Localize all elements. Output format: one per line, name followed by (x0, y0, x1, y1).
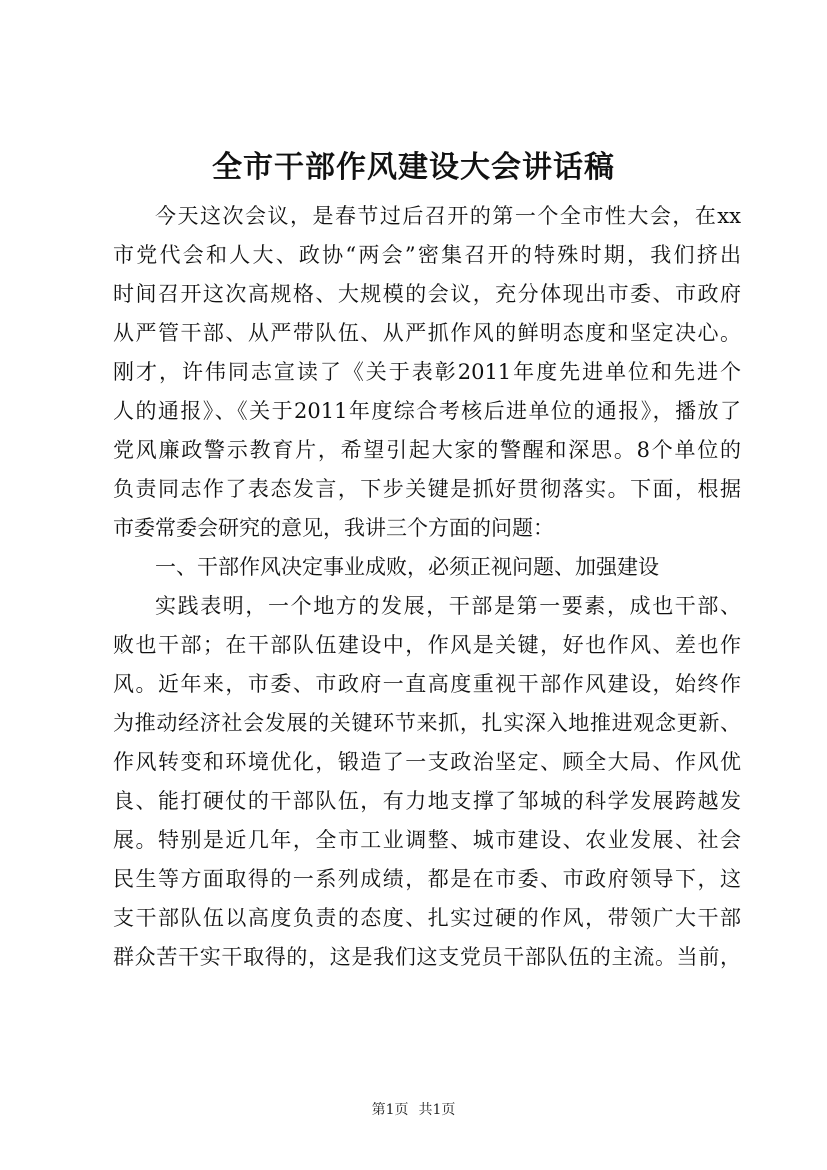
body-line: 从严管干部、从严带队伍、从严抓作风的鲜明态度和坚定决心。 (113, 321, 741, 345)
page-total: 共1页 (418, 1102, 456, 1118)
document-title: 全市干部作风建设大会讲话稿 (212, 150, 615, 185)
body-line: 群众苦干实干取得的，这是我们这支党员干部队伍的主流。当前， (113, 945, 741, 969)
section-heading: 一、干部作风决定事业成败，必须正视问题、加强建设 (155, 555, 659, 579)
body-line: 风。近年来，市委、市政府一直高度重视干部作风建设，始终作 (113, 672, 741, 696)
body-line: 时间召开这次高规格、大规模的会议，充分体现出市委、市政府 (113, 282, 741, 306)
body-line: 民生等方面取得的一系列成绩，都是在市委、市政府领导下，这 (113, 867, 741, 891)
body-line: 展。特别是近几年，全市工业调整、城市建设、农业发展、社会 (113, 828, 741, 852)
body-line: 良、能打硬仗的干部队伍，有力地支撑了邹城的科学发展跨越发 (113, 789, 741, 813)
body-line: 今天这次会议，是春节过后召开的第一个全市性大会，在xx (155, 204, 741, 228)
body-line: 负责同志作了表态发言，下步关键是抓好贯彻落实。下面，根据 (113, 477, 741, 501)
body-line: 市委常委会研究的意见，我讲三个方面的问题： (113, 516, 554, 540)
document-body (113, 197, 741, 977)
body-line: 党风廉政警示教育片，希望引起大家的警醒和深思。8个单位的 (113, 438, 741, 462)
body-line: 为推动经济社会发展的关键环节来抓，扎实深入地推进观念更新、 (113, 711, 741, 735)
body-line: 支干部队伍以高度负责的态度、扎实过硬的作风，带领广大干部 (113, 906, 741, 930)
page-number: 第1页 (371, 1102, 409, 1118)
body-line: 作风转变和环境优化，锻造了一支政治坚定、顾全大局、作风优 (113, 750, 741, 774)
page-footer (0, 1100, 827, 1120)
body-line: 败也干部；在干部队伍建设中，作风是关键，好也作风、差也作 (113, 633, 741, 657)
body-line: 人的通报》、《关于2011年度综合考核后进单位的通报》，播放了 (113, 399, 741, 423)
body-line: 市党代会和人大、政协“两会”密集召开的特殊时期，我们挤出 (113, 243, 741, 267)
body-line: 刚才，许伟同志宣读了《关于表彰2011年度先进单位和先进个 (113, 360, 741, 384)
body-line: 实践表明，一个地方的发展，干部是第一要素，成也干部、 (155, 594, 741, 618)
